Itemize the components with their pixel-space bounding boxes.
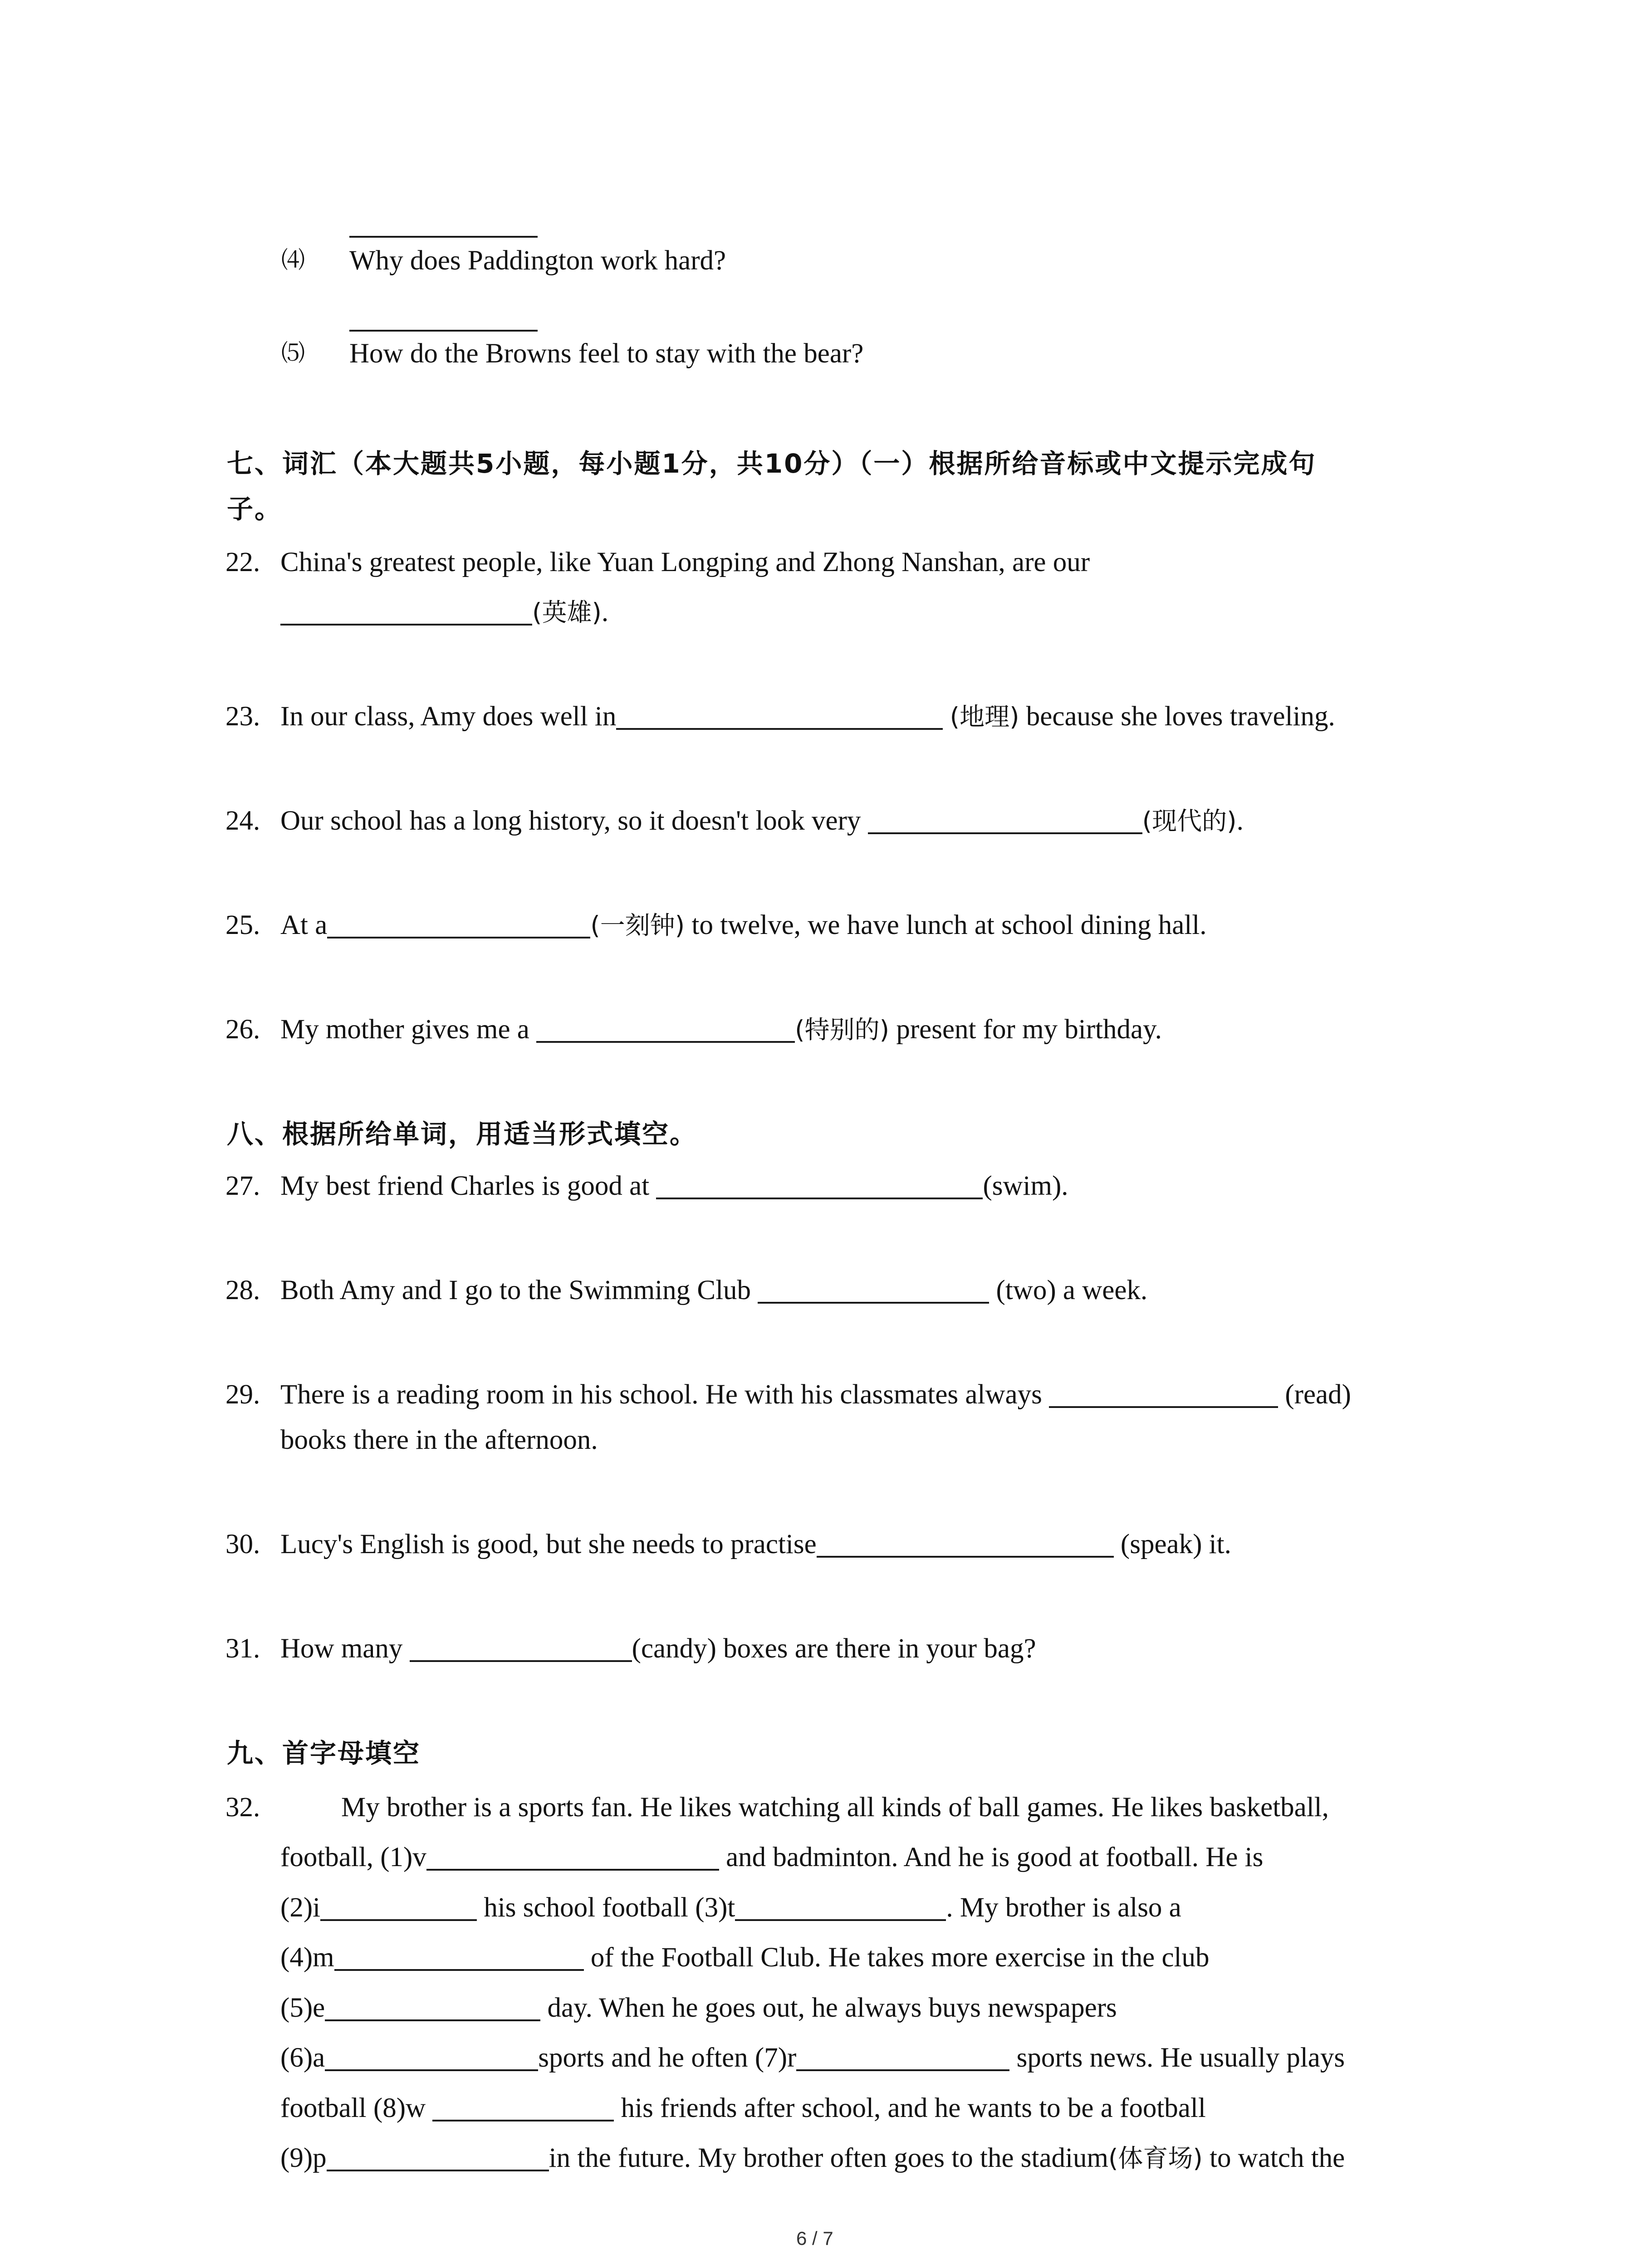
blank[interactable] [327,910,590,938]
passage-line [280,1890,1181,1926]
answer-line-q4 [349,236,538,238]
blank[interactable] [656,1171,983,1199]
text: Our school has a long history, so it doesn't look very [280,806,861,836]
section-heading: 七、词汇（本大题共5小题，每小题1分，共10分）（一）根据所给音标或中文提示完成句 [227,448,1317,479]
question-text-cont [280,594,608,631]
blank[interactable] [334,1943,584,1971]
blank[interactable] [536,1015,795,1043]
text: football (8)w [280,2093,426,2123]
text: his friends after school, and he wants to be a football [614,2093,1206,2123]
blank[interactable] [426,1843,719,1871]
blank[interactable] [432,2093,614,2121]
question-number: 23. [225,701,260,732]
question-text [280,1168,1068,1204]
section-heading: 九、首字母填空 [227,1738,421,1769]
passage-line [280,2140,1345,2176]
text: . My brother is also a [946,1892,1181,1923]
question-text-cont: books there in the afternoon. [280,1425,598,1455]
blank[interactable] [796,2043,1009,2071]
text: (candy) boxes are there in your bag? [632,1633,1036,1664]
blank[interactable] [817,1530,1114,1558]
text: (two) a week. [996,1275,1148,1305]
question-text [280,1272,1147,1309]
question-number: 26. [225,1014,260,1045]
question-text: China's greatest people, like Yuan Longping and Zhong Nanshan, are our [280,547,1090,577]
passage-line [280,2040,1345,2076]
question-number: 32. [225,1792,260,1823]
hint: (体育场) [1108,2144,1203,2173]
section-heading: 八、根据所给单词，用适当形式填空。 [227,1119,698,1149]
text: of the Football Club. He takes more exercise in the club [583,1942,1210,1973]
question-text [280,1631,1036,1667]
hint: (现代的) [1142,807,1237,836]
question-number: 25. [225,910,260,940]
section-heading-cont: 子。 [227,494,283,524]
hint: (地理) [950,702,1019,731]
punct: . [601,597,609,627]
question-text: How do the Browns feel to stay with the bear? [349,338,864,369]
passage-line [280,2090,1206,2126]
text: (6)a [280,2043,325,2073]
blank[interactable] [320,1893,477,1921]
text: his school football (3)t [477,1892,735,1923]
text: and badminton. And he is good at football. He is [719,1842,1264,1872]
text: Lucy's English is good, but she needs to practise [280,1529,817,1559]
blank[interactable] [616,702,943,730]
blank[interactable] [410,1634,632,1662]
text: sports and he often (7)r [538,2043,797,2073]
passage-line [280,1839,1263,1876]
text: because she loves traveling. [1019,701,1335,732]
question-text [280,1377,1351,1413]
text: There is a reading room in his school. He with his classmates always [280,1379,1042,1410]
question-number: 29. [225,1379,260,1410]
question-number: ⑸ [281,341,305,367]
text: to watch the [1202,2143,1345,2173]
text: in the future. My brother often goes to the stadium [549,2143,1108,2173]
text: to twelve, we have lunch at school dining hall. [685,910,1207,940]
text: present for my birthday. [889,1014,1162,1045]
blank[interactable] [868,806,1142,834]
blank[interactable] [1049,1380,1278,1408]
question-text [280,1526,1231,1563]
text: How many [280,1633,403,1664]
question-text: Why does Paddington work hard? [349,245,726,276]
blank[interactable] [327,2143,549,2171]
passage-line [280,1940,1209,1976]
question-number: 22. [225,547,260,577]
hint: (一刻钟) [590,911,685,940]
text: In our class, Amy does well in [280,701,617,732]
question-text [280,907,1207,943]
blank[interactable] [758,1276,989,1304]
question-text [280,699,1335,735]
blank[interactable] [735,1893,946,1921]
text: (read) [1285,1379,1351,1410]
page-number: 6 / 7 [796,2228,833,2249]
text: At a [280,910,328,940]
hint: (英雄) [532,598,602,627]
question-number: 30. [225,1529,260,1559]
text: (swim). [983,1171,1068,1201]
text: day. When he goes out, he always buys newspapers [540,1993,1117,2023]
punct: . [1236,806,1244,836]
text: (4)m [280,1942,334,1973]
answer-line-q5 [349,330,538,332]
blank[interactable] [325,2043,538,2071]
text: Both Amy and I go to the Swimming Club [280,1275,751,1305]
text: (2)i [280,1892,321,1923]
passage-line: My brother is a sports fan. He likes watching all kinds of ball games. He likes basketball, [341,1792,1329,1823]
question-number: ⑷ [281,248,305,274]
text: (9)p [280,2143,327,2173]
text: football, (1)v [280,1842,426,1872]
hint: (特别的) [795,1015,890,1044]
blank[interactable] [280,597,532,626]
question-number: 24. [225,806,260,836]
text: My best friend Charles is good at [280,1171,650,1201]
question-text [280,803,1244,839]
question-number: 31. [225,1633,260,1664]
text: sports news. He usually plays [1009,2043,1345,2073]
text: (speak) it. [1120,1529,1231,1559]
question-number: 28. [225,1275,260,1305]
passage-line [280,1990,1117,2026]
question-text [280,1012,1162,1048]
text: My mother gives me a [280,1014,529,1045]
question-number: 27. [225,1171,260,1201]
text: (5)e [280,1993,325,2023]
blank[interactable] [325,1993,540,2021]
